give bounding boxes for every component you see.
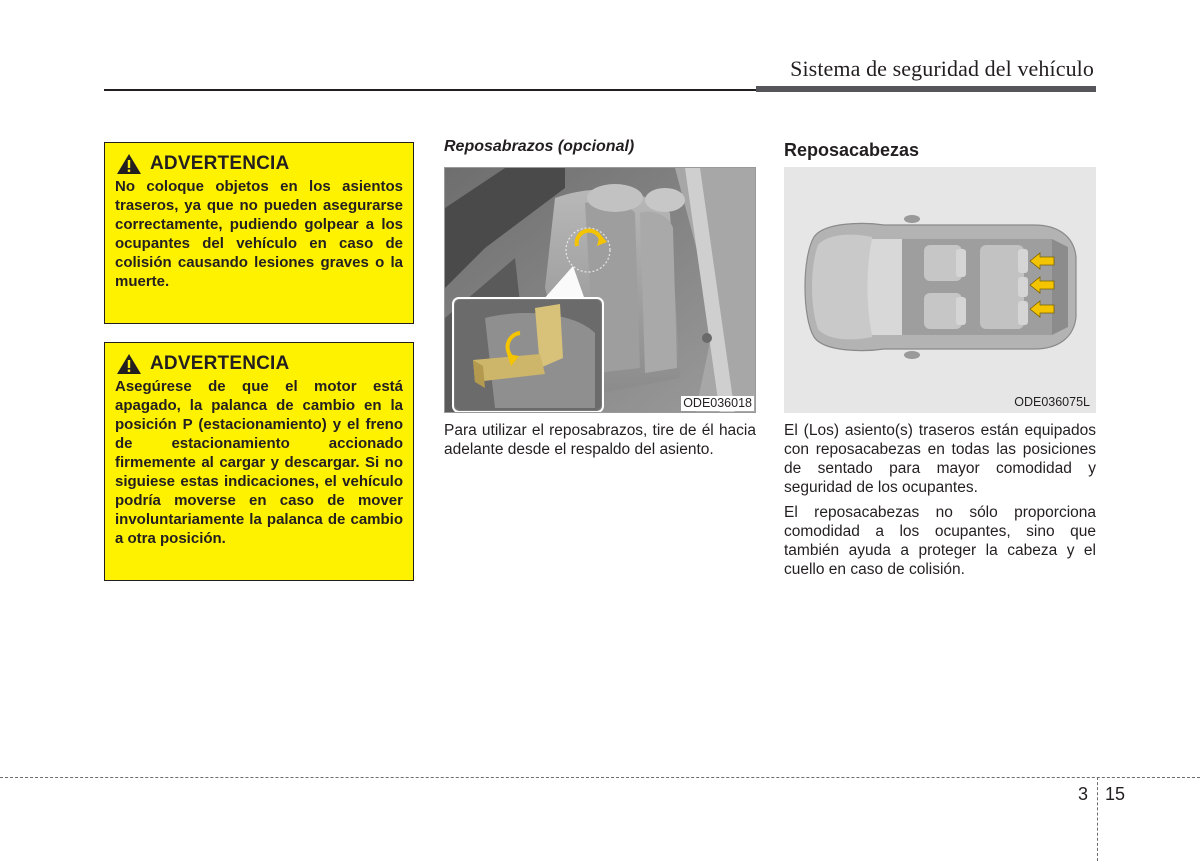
footer-rule [0, 777, 1200, 778]
car-topview-illustration [784, 167, 1096, 413]
warning-heading [116, 353, 403, 375]
headrest-figure-code: ODE036075L [1014, 395, 1090, 409]
warning-heading [116, 153, 403, 175]
warning-text: Asegúrese de que el motor está apagado, la palanca de cambio en la posición P (estacionamiento) y el freno de estacionamiento accionado firmemente al cargar y descargar. Si no siguiese estas indicaciones, el vehículo podría moverse en caso de mover involuntariamente la palanca de cambio a otra posición. [115, 378, 403, 547]
headrest-figure [784, 167, 1096, 413]
armrest-heading: Reposabrazos (opcional) [444, 138, 635, 155]
header-rule [104, 89, 756, 91]
warning-title: ADVERTENCIA [150, 353, 290, 374]
warning-box-engine [104, 342, 414, 581]
warning-box-objects [104, 142, 414, 324]
headrest-paragraph: El (Los) asiento(s) traseros están equipados con reposacabezas en todas las posiciones de sentado para mayor comodidad y seguridad de los ocupantes. [784, 422, 1096, 496]
warning-text: No coloque objetos en los asientos traseros, ya que no pueden asegurarse correctamente, pudiendo golpear a los ocupantes del vehículo en caso de colisión causando lesiones graves o la muerte. [115, 178, 403, 290]
page-number: 15 [1105, 784, 1126, 804]
warning-triangle-icon [116, 153, 142, 175]
headrest-text [784, 421, 1096, 585]
headrest-paragraph: El reposacabezas no sólo proporciona comodidad a los ocupantes, sino que también ayuda a proteger la cabeza y el cuello en caso de colisión. [784, 504, 1096, 578]
chapter-number: 3 [1078, 784, 1089, 804]
footer-divider [1097, 777, 1098, 861]
page-header-title: Sistema de seguridad del vehículo [790, 56, 1094, 81]
warning-triangle-icon [116, 353, 142, 375]
headrest-heading: Reposacabezas [784, 140, 920, 160]
armrest-text: Para utilizar el reposabrazos, tire de él hacia adelante desde el respaldo del asiento. [444, 422, 756, 458]
armrest-illustration [445, 168, 756, 413]
warning-title: ADVERTENCIA [150, 153, 290, 174]
armrest-figure [444, 167, 756, 413]
armrest-figure-code: ODE036018 [683, 396, 752, 410]
header-rule-accent [756, 86, 1096, 92]
